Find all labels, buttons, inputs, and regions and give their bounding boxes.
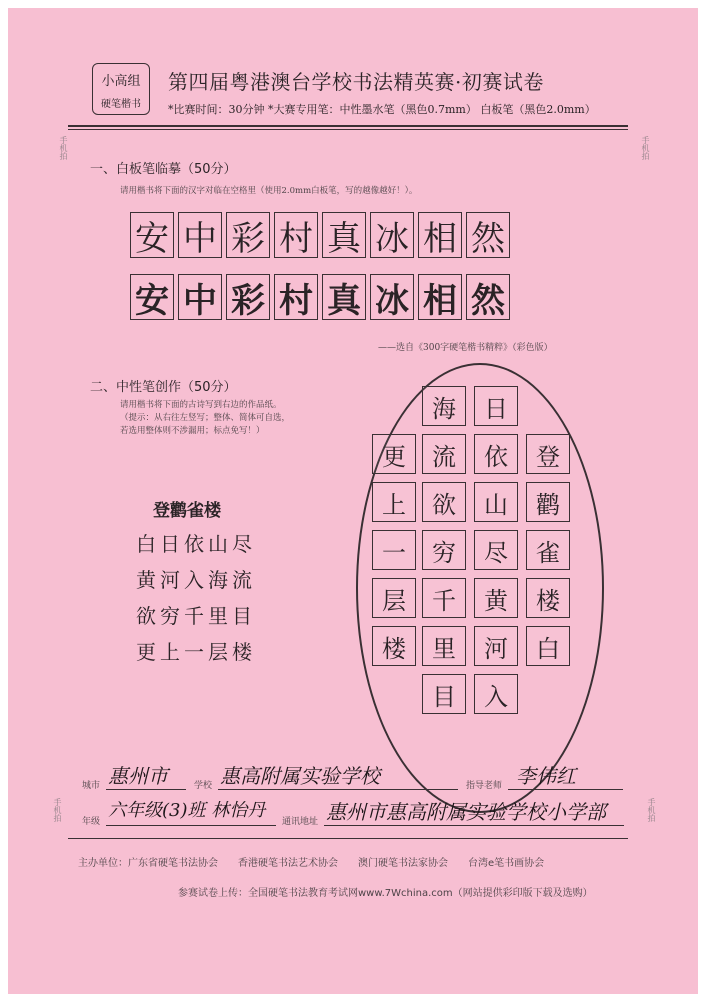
artwork-cell: 尽	[474, 530, 518, 570]
copy-grid-row-2	[130, 274, 514, 320]
section2-instruction-1: 请用楷书将下面的古诗写到右边的作品纸。	[120, 400, 282, 410]
side-mark-left-bottom: 手机拍	[53, 798, 62, 822]
header-divider	[68, 125, 628, 130]
poem-line: 黄河入海流	[136, 568, 256, 592]
grade-label: 年级	[82, 817, 101, 827]
practice-cell: 彩	[226, 274, 270, 320]
address-label: 通讯地址	[282, 817, 319, 827]
artwork-cell: 登	[526, 434, 570, 474]
copy-cell: 然	[466, 212, 510, 258]
artwork-cell: 上	[372, 482, 416, 522]
teacher-value: 李伟红	[516, 764, 576, 788]
artwork-cell: 一	[372, 530, 416, 570]
artwork-cell: 入	[474, 674, 518, 714]
artwork-cell: 日	[474, 386, 518, 426]
practice-cell: 然	[466, 274, 510, 320]
upload-note: 参赛试卷上传：全国硬笔书法教育考试网www.7Wchina.com（网站提供彩印版下载及选购）	[178, 888, 593, 899]
practice-cell: 中	[178, 274, 222, 320]
city-underline	[106, 789, 186, 790]
side-mark-left-top: 手机拍	[59, 136, 68, 160]
address-underline	[324, 825, 624, 826]
footer-divider	[68, 838, 628, 839]
address-value: 惠州市惠高附属实验学校小学部	[326, 800, 606, 824]
artwork-cell: 楼	[526, 578, 570, 618]
artwork-cell: 白	[526, 626, 570, 666]
artwork-cell: 里	[422, 626, 466, 666]
school-value: 惠高附属实验学校	[220, 764, 380, 788]
group-badge	[92, 63, 150, 115]
teacher-label: 指导老师	[466, 781, 503, 791]
organizers: 主办单位：广东省硬笔书法协会 香港硬笔书法艺术协会 澳门硬笔书法家协会 台湾e笔书画协会	[78, 858, 545, 869]
practice-cell: 安	[130, 274, 174, 320]
section2-title: 二、中性笔创作（50分）	[90, 380, 237, 395]
section1-title: 一、白板笔临摹（50分）	[90, 162, 237, 177]
artwork-cell: 欲	[422, 482, 466, 522]
poem-line: 白日依山尽	[136, 532, 256, 556]
practice-cell: 冰	[370, 274, 414, 320]
artwork-cell: 海	[422, 386, 466, 426]
city-label: 城市	[82, 781, 101, 791]
copy-cell: 真	[322, 212, 366, 258]
practice-cell: 相	[418, 274, 462, 320]
teacher-underline	[508, 789, 623, 790]
exam-sheet	[8, 8, 698, 994]
copy-grid-row-1	[130, 212, 514, 258]
artwork-cell: 层	[372, 578, 416, 618]
artwork-cell: 鹳	[526, 482, 570, 522]
artwork-cell: 黄	[474, 578, 518, 618]
artwork-cell: 千	[422, 578, 466, 618]
copy-cell: 冰	[370, 212, 414, 258]
copy-cell: 村	[274, 212, 318, 258]
artwork-cell: 流	[422, 434, 466, 474]
school-underline	[218, 789, 458, 790]
copy-cell: 安	[130, 212, 174, 258]
source-note: ——选自《300字硬笔楷书精粹》（彩色版）	[378, 343, 553, 353]
city-value: 惠州市	[108, 764, 168, 788]
grade-underline	[106, 825, 276, 826]
artwork-cell: 楼	[372, 626, 416, 666]
side-mark-right-bottom: 手机拍	[647, 798, 656, 822]
side-mark-right-top: 手机拍	[641, 136, 650, 160]
copy-cell: 相	[418, 212, 462, 258]
group-category: 硬笔楷书	[101, 99, 141, 110]
poem-line: 欲穷千里目	[136, 604, 256, 628]
artwork-cell: 更	[372, 434, 416, 474]
group-name: 小高组	[101, 74, 141, 89]
copy-cell: 彩	[226, 212, 270, 258]
artwork-cell: 依	[474, 434, 518, 474]
section1-instruction: 请用楷书将下面的汉字对临在空格里（使用2.0mm白板笔，写的越像越好！）。	[120, 186, 418, 196]
poem-title: 登鹳雀楼	[153, 501, 221, 521]
poem-line: 更上一层楼	[136, 640, 256, 664]
artwork-cell: 穷	[422, 530, 466, 570]
copy-cell: 中	[178, 212, 222, 258]
practice-cell: 村	[274, 274, 318, 320]
artwork-cell: 山	[474, 482, 518, 522]
grade-value: 六年级(3)班 林怡丹	[108, 800, 266, 821]
artwork-cell: 目	[422, 674, 466, 714]
school-label: 学校	[194, 781, 213, 791]
section2-instruction-2: （提示：从右往左竖写；整体、简体可自选，	[120, 413, 291, 423]
exam-title: 第四届粤港澳台学校书法精英赛·初赛试卷	[168, 70, 544, 94]
artwork-cell: 河	[474, 626, 518, 666]
section2-instruction-3: 若选用整体则不涉漏用；标点免写！）	[120, 426, 265, 436]
artwork-cell: 雀	[526, 530, 570, 570]
practice-cell: 真	[322, 274, 366, 320]
exam-info: *比赛时间：30分钟 *大赛专用笔：中性墨水笔（黑色0.7mm） 白板笔（黑色2.0mm）	[168, 103, 596, 116]
